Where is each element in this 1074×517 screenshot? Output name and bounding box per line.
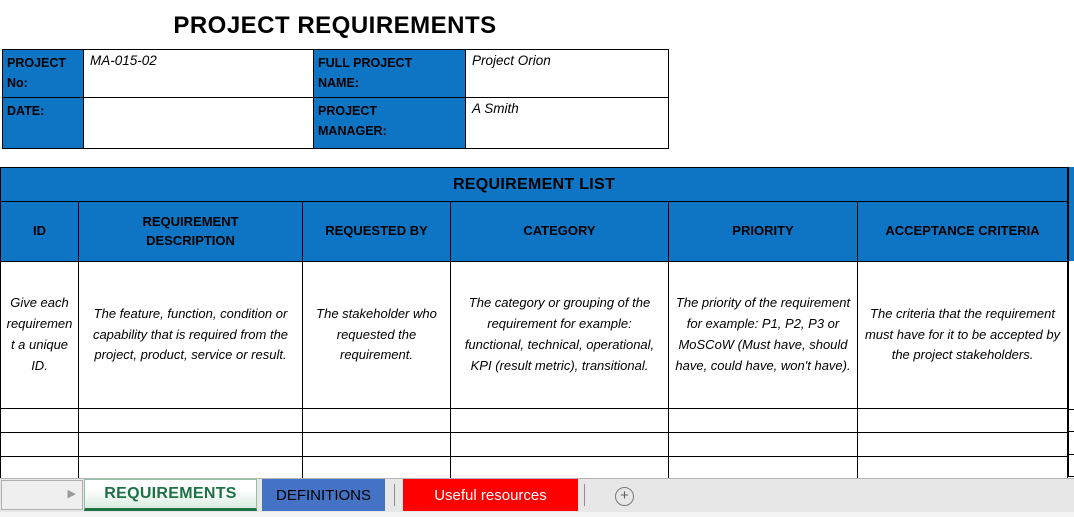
column-header-description: REQUIREMENT DESCRIPTION: [79, 202, 303, 262]
add-sheet-button[interactable]: [615, 487, 634, 506]
column-header-requested-by: REQUESTED BY: [303, 202, 451, 262]
empty-cell[interactable]: [1, 409, 79, 433]
table-row: [1, 409, 1068, 433]
empty-cell[interactable]: [858, 409, 1068, 433]
empty-cell[interactable]: [1, 457, 79, 481]
empty-cell[interactable]: [303, 457, 451, 481]
acceptance-guidance-cell[interactable]: The criteria that the requirement must have for it to be accepted by the project stakeholders.: [858, 262, 1068, 409]
requirement-list-table: [0, 167, 1068, 481]
table-overflow-gridline: [1069, 409, 1074, 410]
sheet-nav-panel[interactable]: [1, 480, 83, 510]
requested-by-guidance-cell[interactable]: The stakeholder who requested the requirement.: [303, 262, 451, 409]
empty-cell[interactable]: [79, 457, 303, 481]
status-bar-strip: [0, 512, 1074, 517]
empty-cell[interactable]: [451, 433, 669, 457]
empty-cell[interactable]: [669, 433, 858, 457]
empty-cell[interactable]: [669, 457, 858, 481]
sheet-tab-bar: [0, 478, 1074, 512]
description-guidance-cell[interactable]: The feature, function, condition or capability that is required from the project, product, service or result.: [79, 262, 303, 409]
requirement-list-banner: REQUIREMENT LIST: [1, 168, 1068, 202]
column-header-priority: PRIORITY: [669, 202, 858, 262]
table-overflow-gridline: [1069, 476, 1074, 477]
empty-cell[interactable]: [303, 409, 451, 433]
table-overflow-gridline: [1069, 431, 1074, 432]
empty-cell[interactable]: [858, 433, 1068, 457]
table-row: [3, 98, 669, 149]
sheet-tab-definitions[interactable]: DEFINITIONS: [262, 479, 385, 511]
priority-guidance-cell[interactable]: The priority of the requirement for example: P1, P2, P3 or MoSCoW (Must have, should have, could have, won't have).: [669, 262, 858, 409]
empty-rows: [1, 409, 1068, 481]
empty-cell[interactable]: [1, 433, 79, 457]
empty-cell[interactable]: [79, 433, 303, 457]
project-no-cell[interactable]: MA-015-02: [84, 50, 314, 98]
empty-cell[interactable]: [79, 409, 303, 433]
table-row: [1, 202, 1068, 262]
project-no-label: PROJECT No:: [3, 50, 84, 98]
sheet-tab-useful-resources[interactable]: Useful resources: [403, 479, 578, 511]
table-row: [3, 50, 669, 98]
project-info-table: [2, 49, 669, 149]
column-header-category: CATEGORY: [451, 202, 669, 262]
table-row: [1, 262, 1068, 409]
empty-cell[interactable]: [669, 409, 858, 433]
empty-cell[interactable]: [858, 457, 1068, 481]
tab-separator: [394, 484, 395, 506]
column-header-acceptance-criteria: ACCEPTANCE CRITERIA: [858, 202, 1068, 262]
empty-cell[interactable]: [451, 457, 669, 481]
tab-separator: [584, 484, 585, 506]
empty-cell[interactable]: [451, 409, 669, 433]
empty-cell[interactable]: [303, 433, 451, 457]
date-cell[interactable]: [84, 98, 314, 149]
category-guidance-cell[interactable]: The category or grouping of the requirement for example: functional, technical, operational, KPI (result metric), transitional.: [451, 262, 669, 409]
table-overflow-gridline: [1069, 454, 1074, 455]
table-overflow-column: [1069, 167, 1074, 261]
column-header-id: ID: [1, 202, 79, 262]
full-project-name-cell[interactable]: Project Orion: [466, 50, 669, 98]
page-title: PROJECT REQUIREMENTS: [173, 12, 497, 39]
sheet-tab-requirements[interactable]: REQUIREMENTS: [84, 479, 257, 511]
id-guidance-cell[interactable]: Give each requirement a unique ID.: [1, 262, 79, 409]
table-row: [1, 457, 1068, 481]
date-label: DATE:: [3, 98, 84, 149]
table-row: [1, 433, 1068, 457]
project-manager-cell[interactable]: A Smith: [466, 98, 669, 149]
plus-icon: +: [620, 487, 629, 504]
full-project-name-label: FULL PROJECT NAME:: [314, 50, 466, 98]
next-sheet-arrow-icon[interactable]: ▶: [67, 488, 76, 500]
project-manager-label: PROJECT MANAGER:: [314, 98, 466, 149]
table-row: [1, 168, 1068, 202]
